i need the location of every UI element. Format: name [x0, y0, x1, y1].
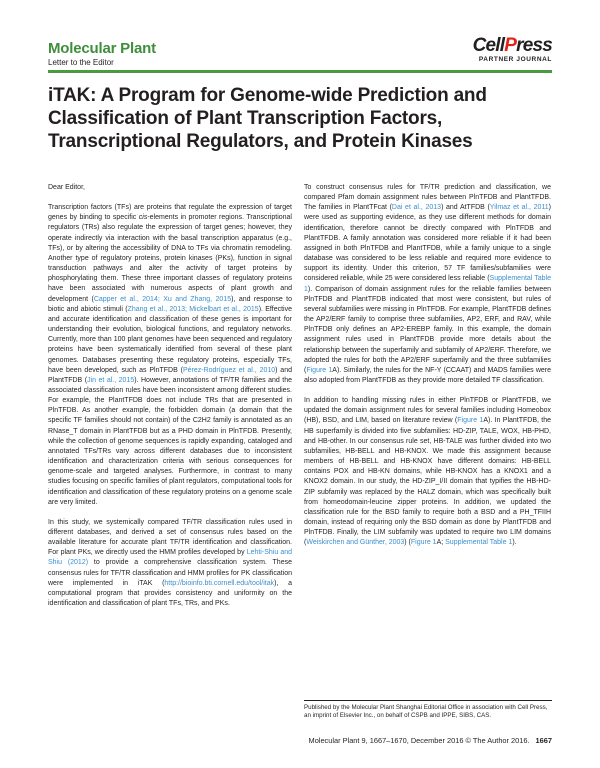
text-run: To construct consensus rules for TF/TR prediction and classification, we compared Pfam domain assignment rules between PlnTFDB and PlantTFDB. The families in PlantTFcat (: [304, 184, 551, 212]
page-footer: [309, 736, 552, 745]
right-column: [304, 183, 551, 558]
reference-link[interactable]: Supplemental Table 1: [304, 275, 551, 293]
paragraph: [304, 396, 551, 548]
reference-link[interactable]: Jin et al., 2015: [87, 376, 135, 384]
italic-text: cis: [138, 214, 148, 222]
text-run: A). Similarly, the rules for the NF-Y (CCAAT) and MADS families were also adopted from PlantTFDB as they provide more detailed TF classification.: [304, 366, 551, 384]
text-run: ). Comparison of domain assignment rules for the reliable families between PlnTFDB and PlantTFDB indicated that most were consistent, but rules of several subfamilies were missing in PlnTFDB. For example, PlantTFDB defines the AP2/ERF family to comprise three subfamilies, AP2, ERF, and RAV, while PlnTFDB only defines an AP2-EREBP family. In this example, the domain assignment rules used in PlantTFDB provide more details about the relationship between the superfamily and subfamily of AP2/ERF. Therefore, we adopted the rules for both the AP2/ERF superfamily and the three subfamilies (: [304, 285, 551, 374]
reference-link[interactable]: Yilmaz et al., 2011: [489, 204, 549, 212]
article-type: Letter to the Editor: [48, 58, 114, 67]
paragraph: [48, 518, 292, 609]
reference-link[interactable]: Figure 1: [306, 366, 333, 374]
header-rule: [48, 70, 552, 73]
reference-link[interactable]: Capper et al., 2014; Xu and Zhang, 2015: [93, 295, 232, 303]
partner-journal-label: PARTNER JOURNAL: [478, 56, 552, 63]
citation: Molecular Plant 9, 1667–1670, December 2016 © The Author 2016.: [308, 736, 530, 745]
text-run: In addition to handling missing rules in either PlnTFDB or PlantTFDB, we updated the domain assignment rules for several families including Homeobox (HB), BSD, and LIM, based on literature review (: [304, 397, 551, 425]
reference-link[interactable]: Pérez-Rodríguez et al., 2010: [182, 366, 276, 374]
footnote-rule: [304, 700, 552, 701]
text-run: ) (: [404, 539, 411, 547]
text-run: ). However, annotations of TF/TR families and the associated classification rules have been inconsistent among different studies. For example, the PlantTFDB does not include TRs that are presented in PlnTFDB. As another example, the forbidden domain (a domain that the specific TF families should not contain) of the C2H2 family is annotated as an RNase_T domain in PlantTFDB but as a PHD domain in PlnTFDB. Presently, while the collection of genome sequences is rapidly expanding, cataloged and annotated TFs/TRs vary across different databases due to inconsistent identification and characterization criteria with serious consequences for genome-scale and targeted analyses. Furthermore, in contrast to many studies focusing on specific families of plant regulators, computational tools for identification and classification of these regulatory proteins on a genome scale are very limited.: [48, 376, 292, 506]
reference-link[interactable]: Lehti-Shiu and Shiu (2012): [48, 549, 292, 567]
text-run: ).: [512, 539, 517, 547]
text-run: ) were used as supporting evidence, as they use different methods for domain identification, therefore cannot be directly compared with PlnTFDB and PlantTFDB. A family annotation was considered more reliable if it had been assigned in both PlnTFDB and PlantTFDB, while a family unique to a single database was considered to be less reliable and required more evidence to support its identity. Under this criterion, 57 TF families/subfamilies were considered reliable, while 25 were considered less reliable (: [304, 204, 551, 283]
reference-link[interactable]: Figure 1: [410, 539, 437, 547]
reference-link[interactable]: Zhang et al., 2013; Mickelbart et al., 2015: [127, 305, 259, 313]
salutation: Dear Editor,: [48, 184, 85, 191]
text-run: ) and PlantTFDB (: [48, 366, 292, 384]
page-number: 1667: [535, 736, 552, 745]
text-run: ). Effective and accurate identification and classification of these genes is important for understanding their evolution, biological functions, and regulatory networks. Currently, more than 100 plant genomes have been sequenced and regulatory proteins have been systematically identified from several of these plant genomes. Databases presenting these regulatory proteins, especially TFs, have been developed, such as PlnTFDB (: [48, 305, 292, 374]
reference-link[interactable]: http://bioinfo.bti.cornell.edu/tool/itak: [164, 579, 275, 587]
text-run: -elements in promoter regions. Transcriptional regulators (TRs) also regulate the expression of target genes; however, they operate indirectly via interaction with the basal transcription apparatus (e.g., TFs), or by altering the accessibility of DNA to TFs via chromatin remodeling. Another type of regulatory proteins, protein kinases (PKs), function in signal transduction pathways and alter the activity of target proteins by phosphorylating them. These three important classes of regulatory proteins have been associated with numerous aspects of plant growth and development (: [48, 214, 292, 303]
reference-link[interactable]: Dai et al., 2013: [391, 204, 442, 212]
reference-link[interactable]: Weiskirchen and Günther, 2003: [306, 539, 405, 547]
text-run: A;: [436, 539, 446, 547]
text-run: ), and response to biotic and abiotic stimuli (: [48, 295, 292, 313]
reference-link[interactable]: Figure 1: [457, 417, 484, 425]
text-run: Transcription factors (TFs) are proteins that regulate the expression of target genes by binding to specific: [48, 204, 292, 222]
cellpress-logo: CellPress: [472, 35, 552, 56]
reference-link[interactable]: Supplemental Table 1: [445, 539, 513, 547]
publisher-footnote: Published by the Molecular Plant Shanghai Editorial Office in association with Cell Press, an imprint of Elsevier Inc., on behalf of CSPB and IPPE, SIBS, CAS.: [304, 704, 548, 720]
article-title: iTAK: A Program for Genome-wide Prediction and Classification of Plant Transcription Factors, Transcriptional Regulators, and Protein Kinases: [48, 85, 487, 152]
text-run: In this study, we systemically compared TF/TR classification rules used in different databases, and derived a set of consensus rules based on the available literature for accurate plant TF/TR identification and classification. For plant PKs, we directly used the HMM profiles developed by: [48, 518, 292, 557]
paragraph: [48, 203, 292, 508]
left-column: [48, 183, 292, 619]
text-run: to provide a comprehensive classification system. These consensus rules for TF/TR classification and HMM profiles for PK classification were implemented in iTAK (: [48, 559, 292, 587]
journal-name: Molecular Plant: [48, 40, 156, 57]
text-run: ) and AtTFDB (: [441, 204, 490, 212]
text-run: ), a computational program that provides consistency and uniformity on the identification and classification of plant TFs, TRs, and PKs.: [48, 579, 292, 608]
publisher-block: [473, 36, 552, 63]
paragraph: [304, 183, 551, 386]
text-run: A). In PlantTFDB, the HB superfamily is divided into five subfamilies: HD-ZIP, TALE, WOX, HB-PHD, and HB-other. In our consensus rule set, HB-TALE was further divided into two subfamilies, HB-BELL and HB-KNOX. We made this assignment because members of HB-BELL and HB-KNOX have different domains: HB-BELL contains POX and HB-KN domains, while HB-KNOX has a KNOX1 and a KNOX2 domain. In our study, the HD-ZIP_I/II domain that typifies the HB-HD-ZIP subfamily was replaced by the HALZ domain, which was specifically built from homeodomain-leucine zipper proteins. In addition, we updated the classification rule for the BSD family to require both a BSD and a PH_TFIIH domain, instead of requiring only the BSD domain as done by PlantTFDB and PlnTFDB. Finally, the LIM subfamily was updated to require two LIM domains (: [304, 417, 552, 547]
